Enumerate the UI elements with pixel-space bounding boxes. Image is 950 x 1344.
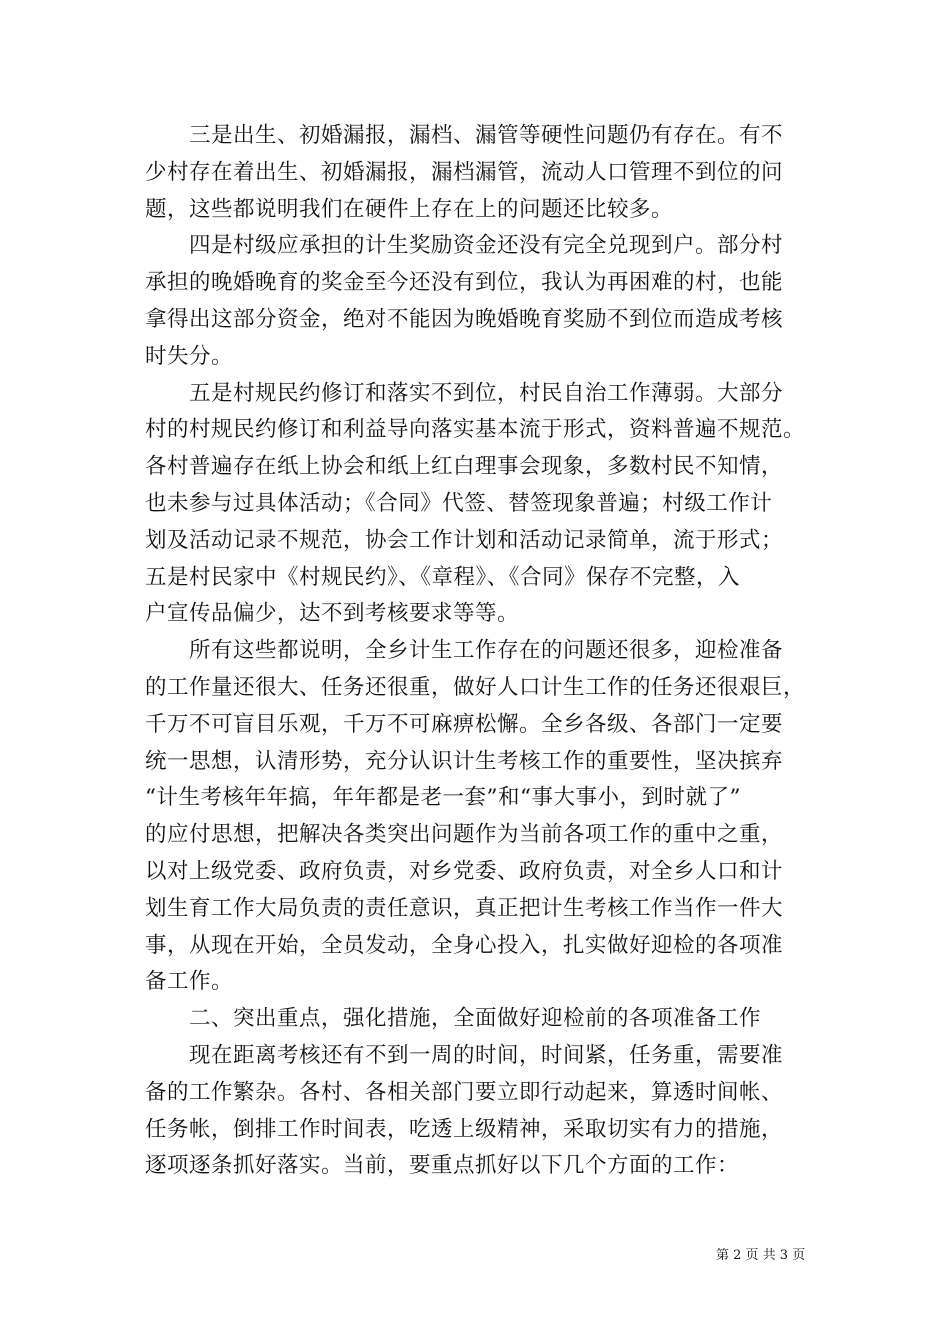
section-heading: 二、突出重点，强化措施，全面做好迎检前的各项准备工作 — [145, 1006, 762, 1032]
text-line: 逐项逐条抓好落实。当前，要重点抓好以下几个方面的工作： — [145, 1153, 740, 1179]
text-line: 拿得出这部分资金，绝对不能因为晚婚晚育奖励不到位而造成考核 — [145, 306, 784, 332]
text-line: 四是村级应承担的计生奖励资金还没有完全兑现到户。部分村 — [145, 233, 784, 259]
text-line: 统一思想，认清形势，充分认识计生考核工作的重要性，坚决摈弃 — [145, 748, 784, 774]
text-line: 备工作。 — [145, 969, 234, 995]
text-line: 题，这些都说明我们在硬件上存在上的问题还比较多。 — [145, 196, 674, 222]
text-line: 三是出生、初婚漏报，漏档、漏管等硬性问题仍有存在。有不 — [145, 123, 784, 148]
text-line: 所有这些都说明，全乡计生工作存在的问题还很多，迎检准备 — [145, 638, 784, 664]
text-line: 的工作量还很大、任务还很重，做好人口计生工作的任务还很艰巨， — [145, 674, 806, 700]
text-line: 户宣传品偏少，达不到考核要求等等。 — [145, 601, 520, 627]
text-line: 也未参与过具体活动；《合同》代签、替签现象普遍；村级工作计 — [145, 490, 773, 516]
text-line: 承担的晚婚晚育的奖金至今还没有到位，我认为再困难的村，也能 — [145, 270, 784, 296]
text-line: 村的村规民约修订和利益导向落实基本流于形式，资料普遍不规范。 — [145, 417, 806, 443]
text-line: 千万不可盲目乐观，千万不可麻痹松懈。全乡各级、各部门一定要 — [145, 711, 784, 737]
text-line: 事，从现在开始，全员发动，全身心投入，扎实做好迎检的各项准 — [145, 932, 784, 958]
text-line: 以对上级党委、政府负责，对乡党委、政府负责，对全乡人口和计 — [145, 858, 784, 884]
text-line: 时失分。 — [145, 343, 234, 369]
text-line: “计生考核年年搞，年年都是老一套”和“事大事小，到时就了” — [145, 785, 741, 811]
text-line: 少村存在着出生、初婚漏报，漏档漏管，流动人口管理不到位的问 — [145, 159, 784, 185]
page-number-footer: 第 2 页 共 3 页 — [716, 1248, 806, 1263]
text-line: 各村普遍存在纸上协会和纸上红白理事会现象，多数村民不知情， — [145, 454, 784, 480]
text-line: 五是村民家中《村规民约》、《章程》、《合同》保存不完整，入 — [145, 564, 741, 590]
text-line: 备的工作繁杂。各村、各相关部门要立即行动起来，算透时间帐、 — [145, 1079, 784, 1105]
text-line: 划生育工作大局负责的责任意识，真正把计生考核工作当作一件大 — [145, 895, 784, 921]
body-text — [145, 118, 807, 1185]
text-line: 划及活动记录不规范，协会工作计划和活动记录简单，流于形式； — [145, 527, 784, 553]
text-line: 现在距离考核还有不到一周的时间，时间紧，任务重，需要准 — [145, 1042, 784, 1068]
text-line: 的应付思想，把解决各类突出问题作为当前各项工作的重中之重， — [145, 822, 784, 848]
text-line: 五是村规民约修订和落实不到位，村民自治工作薄弱。大部分 — [145, 380, 784, 406]
text-line: 任务帐，倒排工作时间表，吃透上级精神，采取切实有力的措施， — [145, 1116, 784, 1142]
